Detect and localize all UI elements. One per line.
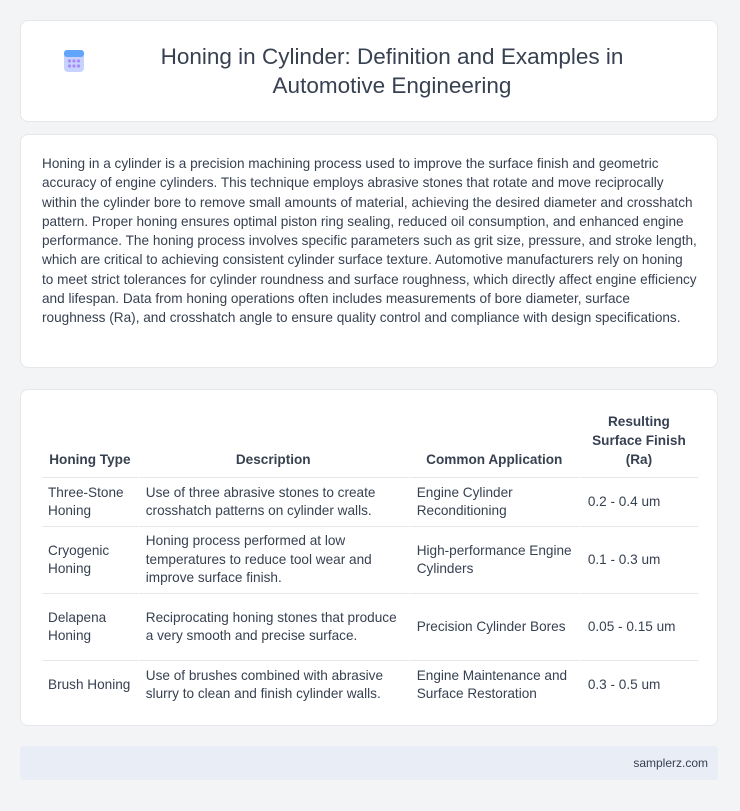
page-title: Honing in Cylinder: Definition and Examples in Automotive Engineering bbox=[160, 44, 624, 98]
title-wrap bbox=[21, 42, 717, 100]
calculator-icon bbox=[61, 48, 87, 74]
table-card bbox=[20, 389, 718, 726]
cell-honing-type: Cryogenic Honing bbox=[42, 526, 138, 593]
cell-description: Honing process performed at low temperatures to reduce tool wear and improve surface finish. bbox=[138, 526, 409, 593]
cell-description: Use of three abrasive stones to create crosshatch patterns on cylinder walls. bbox=[138, 477, 409, 526]
intro-card bbox=[20, 134, 718, 368]
header-honing-type: Honing Type bbox=[49, 452, 131, 467]
header-surface-finish: Resulting Surface Finish (Ra) bbox=[592, 414, 686, 467]
cell-surface-finish: 0.1 - 0.3 um bbox=[580, 526, 698, 593]
cell-surface-finish: 0.3 - 0.5 um bbox=[580, 660, 698, 709]
honing-table bbox=[42, 412, 698, 709]
table-row bbox=[42, 477, 698, 526]
table-row bbox=[42, 593, 698, 660]
title-card bbox=[20, 20, 718, 122]
table-row bbox=[42, 660, 698, 709]
cell-description: Reciprocating honing stones that produce a very smooth and precise surface. bbox=[138, 593, 409, 660]
cell-honing-type: Three-Stone Honing bbox=[42, 477, 138, 526]
table-header-row bbox=[42, 412, 698, 477]
cell-honing-type: Delapena Honing bbox=[42, 593, 138, 660]
header-description: Description bbox=[235, 452, 311, 467]
header-common-application: Common Application bbox=[426, 452, 563, 467]
intro-paragraph: Honing in a cylinder is a precision machining process used to improve the surface finish and geometric accuracy of engine cylinders. This technique employs abrasive stones that rotate and move reciprocally within the cylinder bore to remove small amounts of material, achieving the desired diameter and crosshatch pattern. Proper honing ensures optimal piston ring sealing, reduced oil consumption, and enhanced engine performance. The honing process involves specific parameters such as grit size, pressure, and stroke length, which are critical to achieving consistent cylinder surface texture. Automotive manufacturers rely on honing to meet strict tolerances for cylinder roundness and surface roughness, which directly affect engine efficiency and lifespan. Data from honing operations often includes measurements of bore diameter, surface roughness (Ra), and crosshatch angle to ensure quality control and compliance with design specifications. bbox=[42, 156, 697, 326]
footer-site-link[interactable]: samplerz.com bbox=[633, 756, 708, 770]
cell-honing-type: Brush Honing bbox=[42, 660, 138, 709]
table-row bbox=[42, 526, 698, 593]
cell-surface-finish: 0.05 - 0.15 um bbox=[580, 593, 698, 660]
cell-surface-finish: 0.2 - 0.4 um bbox=[580, 477, 698, 526]
cell-application: Engine Maintenance and Surface Restoration bbox=[409, 660, 580, 709]
cell-application: Engine Cylinder Reconditioning bbox=[409, 477, 580, 526]
cell-application: Precision Cylinder Bores bbox=[409, 593, 580, 660]
cell-application: High-performance Engine Cylinders bbox=[409, 526, 580, 593]
cell-description: Use of brushes combined with abrasive slurry to clean and finish cylinder walls. bbox=[138, 660, 409, 709]
footer-bar bbox=[20, 746, 718, 780]
